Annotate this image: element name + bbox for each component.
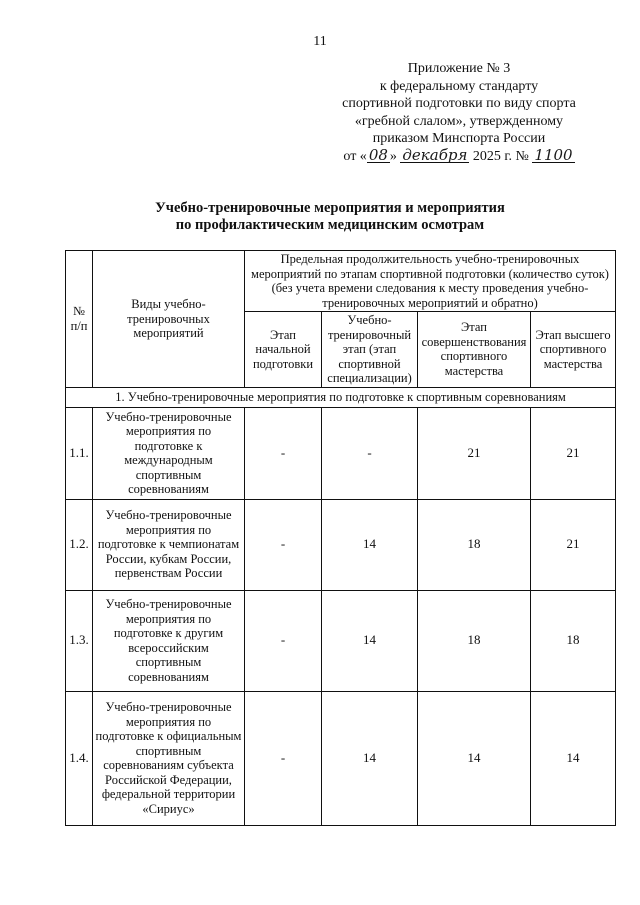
appendix-line: спортивной подготовки по виду спорта [342, 96, 576, 111]
order-date-line [330, 145, 588, 166]
header-stage-initial: Этап начальной подготовки [245, 312, 322, 388]
date-mid: » [389, 148, 397, 164]
row-value-stage2: 14 [322, 499, 418, 590]
handwritten-month: декабря [402, 145, 468, 164]
appendix-line: «гребной слалом», утвержденному [354, 113, 564, 129]
page-number: 11 [313, 34, 327, 49]
date-prefix: от « [343, 148, 367, 164]
row-name: Учебно-тренировочные мероприятия по подготовке к официальным спортивным соревнованиям субъекта Российской Федерации, федеральной территории «Сириус» [93, 691, 245, 825]
table-row [66, 691, 616, 825]
handwritten-day: 08 [368, 145, 388, 164]
table-row [66, 499, 616, 590]
header-num: № п/п [66, 251, 93, 388]
document-title [110, 200, 550, 234]
appendix-line: к федеральному стандарту [379, 78, 539, 94]
row-value-stage4: 21 [531, 499, 616, 590]
header-row [66, 251, 616, 312]
row-value-stage3: 14 [418, 691, 531, 825]
row-number: 1.3. [66, 590, 93, 691]
row-number: 1.1. [66, 407, 93, 499]
appendix-block [330, 60, 588, 165]
section-title: 1. Учебно-тренировочные мероприятия по подготовке к спортивным соревнованиям [66, 387, 616, 407]
title-line: по профилактическим медицинским осмотрам [175, 217, 485, 233]
row-value-stage2: - [322, 407, 418, 499]
header-kinds: Виды учебно-тренировочных мероприятий [93, 251, 245, 388]
header-stage-highest: Этап высшего спортивного мастерства [531, 312, 616, 388]
row-name: Учебно-тренировочные мероприятия по подготовке к чемпионатам России, кубкам России, первенствам России [93, 499, 245, 590]
header-stage-training: Учебно-тренировочный этап (этап спортивной специализации) [322, 312, 418, 388]
row-number: 1.2. [66, 499, 93, 590]
row-value-stage4: 14 [531, 691, 616, 825]
date-year: 2025 г. № [472, 148, 529, 164]
row-value-stage1: - [245, 691, 322, 825]
row-name: Учебно-тренировочные мероприятия по подготовке к другим всероссийским спортивным соревнованиям [93, 590, 245, 691]
row-value-stage2: 14 [322, 691, 418, 825]
row-value-stage1: - [245, 499, 322, 590]
row-value-stage3: 18 [418, 499, 531, 590]
title-line: Учебно-тренировочные мероприятия и мероприятия [155, 200, 505, 216]
row-number: 1.4. [66, 691, 93, 825]
row-name: Учебно-тренировочные мероприятия по подготовке к международным спортивным соревнованиям [93, 407, 245, 499]
row-value-stage3: 21 [418, 407, 531, 499]
header-stage-improvement: Этап совершенствования спортивного мастерства [418, 312, 531, 388]
row-value-stage1: - [245, 407, 322, 499]
row-value-stage3: 18 [418, 590, 531, 691]
handwritten-order-number: 1100 [534, 145, 573, 164]
table-row [66, 590, 616, 691]
row-value-stage1: - [245, 590, 322, 691]
row-value-stage2: 14 [322, 590, 418, 691]
header-duration: Предельная продолжительность учебно-тренировочных мероприятий по этапам спортивной подготовки (количество суток) (без учета времени следования к месту проведения учебно-тренировочных мероприятий и обратно) [245, 251, 616, 312]
appendix-title: Приложение № 3 [407, 61, 511, 76]
row-value-stage4: 18 [531, 590, 616, 691]
training-events-table [65, 250, 616, 826]
section-row [66, 387, 616, 407]
table-row [66, 407, 616, 499]
row-value-stage4: 21 [531, 407, 616, 499]
appendix-line: приказом Минспорта России [372, 131, 546, 146]
